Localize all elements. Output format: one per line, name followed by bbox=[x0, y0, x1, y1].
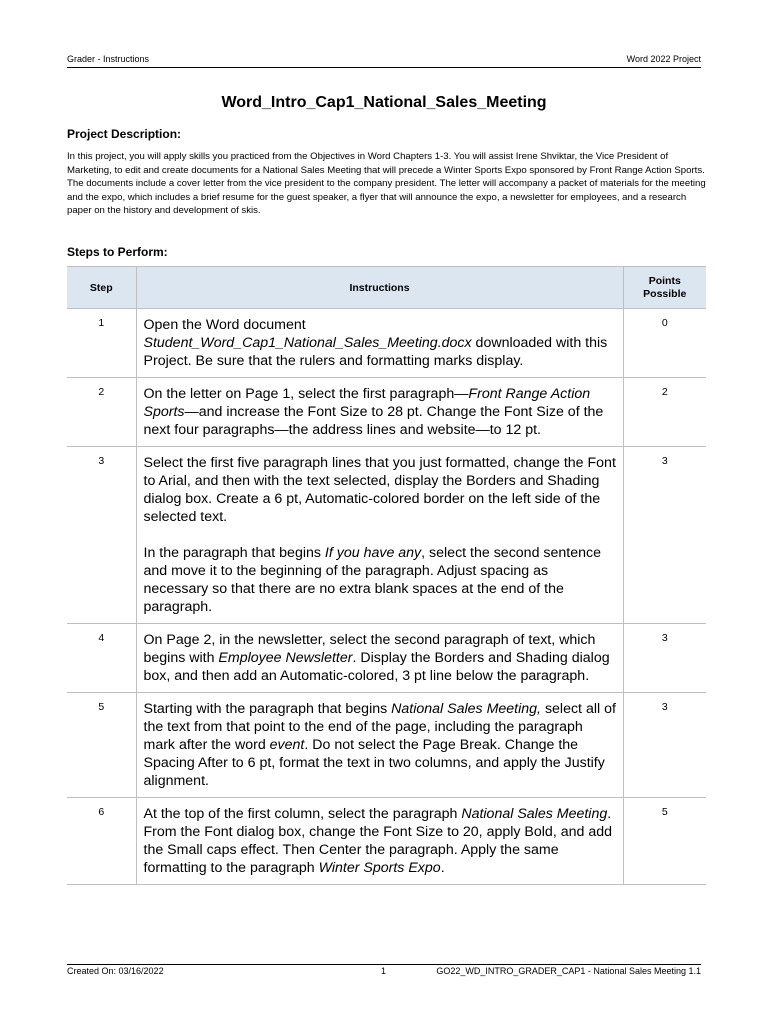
instruction-text: In the paragraph that begins bbox=[143, 545, 325, 561]
instruction-italic-text: National Sales Meeting bbox=[461, 806, 608, 822]
step-points: 3 bbox=[623, 624, 706, 693]
step-number: 4 bbox=[67, 624, 136, 693]
table-row bbox=[67, 309, 706, 378]
step-number: 2 bbox=[67, 378, 136, 447]
document-title: Word_Intro_Cap1_National_Sales_Meeting bbox=[221, 94, 547, 111]
table-row bbox=[67, 798, 706, 885]
instruction-paragraph bbox=[144, 544, 617, 616]
instruction-italic-text: Employee Newsletter bbox=[218, 650, 353, 666]
instruction-text: . From the Font dialog box, change the Font Size to 20, apply Bold, and add the Small caps effect. Then Center the paragraph. Apply the same formatting to the paragraph bbox=[143, 806, 612, 876]
header-left-text: Grader - Instructions bbox=[67, 54, 150, 64]
instructions-column-header: Instructions bbox=[136, 267, 623, 309]
instruction-italic-text: event bbox=[269, 737, 305, 753]
instruction-text: At the top of the first column, select the paragraph bbox=[143, 806, 462, 822]
instruction-text: —and increase the Font Size to 28 pt. Change the Font Size of the next four paragraphs—the address lines and website—to 12 pt. bbox=[143, 404, 604, 438]
description-heading: Project Description: bbox=[67, 127, 182, 141]
table-row bbox=[67, 693, 706, 798]
instruction-italic-text: National Sales Meeting, bbox=[391, 701, 541, 717]
project-description: In this project, you will apply skills you practiced from the Objectives in Word Chapters 1-3. You will assist Irene Shviktar, the Vice President of Marketing, to edit and create documents for a National Sales Meeting that will precede a Winter Sports Expo sponsored by Front Range Action Sports. The documents include a cover letter from the vice president to the company president. The letter will accompany a packet of materials for the meeting and the expo, which includes a brief resume for the guest speaker, a flyer that will announce the expo, a newsletter for employees, and a research paper on the history and development of skis. bbox=[67, 151, 706, 216]
page-header bbox=[67, 53, 701, 68]
instruction-paragraph bbox=[144, 454, 617, 526]
steps-heading: Steps to Perform: bbox=[67, 245, 168, 259]
step-instructions bbox=[136, 309, 623, 378]
instruction-italic-text: Student_Word_Cap1_National_Sales_Meeting.docx bbox=[143, 335, 472, 351]
points-header-label: Points Possible bbox=[643, 274, 687, 300]
instruction-text: . Do not select the Page Break. Change the Spacing After to 6 pt, format the text in two columns, and apply the Justify alignment. bbox=[143, 737, 605, 789]
step-points: 3 bbox=[623, 693, 706, 798]
step-points: 5 bbox=[623, 798, 706, 885]
instruction-text: On Page 2, in the newsletter, select the second paragraph of text, which begins with bbox=[143, 632, 596, 666]
step-instructions bbox=[136, 624, 623, 693]
table-row bbox=[67, 447, 706, 624]
instruction-italic-text: If you have any bbox=[324, 545, 422, 561]
step-instructions bbox=[136, 378, 623, 447]
table-row bbox=[67, 378, 706, 447]
steps-table-body bbox=[67, 309, 706, 885]
instruction-paragraph bbox=[144, 631, 617, 685]
instruction-text: . bbox=[440, 860, 445, 876]
footer-document-id: GO22_WD_INTRO_GRADER_CAP1 - National Sales Meeting 1.1 bbox=[436, 966, 701, 976]
page-footer bbox=[67, 964, 701, 979]
footer-page-number: 1 bbox=[381, 966, 387, 976]
steps-table bbox=[67, 266, 706, 885]
instruction-paragraph bbox=[144, 700, 617, 790]
instruction-text: select all of the text from that point to the end of the page, including the paragraph mark after the word bbox=[143, 701, 616, 753]
points-column-header bbox=[623, 267, 706, 309]
instruction-paragraph bbox=[144, 316, 617, 370]
step-number: 1 bbox=[67, 309, 136, 378]
step-number: 5 bbox=[67, 693, 136, 798]
instruction-italic-text: Front Range Action Sports bbox=[143, 386, 591, 420]
step-instructions bbox=[136, 693, 623, 798]
instruction-text: downloaded with this Project. Be sure that the rulers and formatting marks display. bbox=[143, 335, 608, 369]
instruction-paragraph bbox=[144, 805, 617, 877]
instruction-text: Select the first five paragraph lines that you just formatted, change the Font to Arial, and then with the text selected, display the Borders and Shading dialog box. Create a 6 pt, Automatic-colored border on the left side of the selected text. bbox=[143, 455, 616, 525]
step-points: 0 bbox=[623, 309, 706, 378]
step-column-header: Step bbox=[67, 267, 136, 309]
step-points: 3 bbox=[623, 447, 706, 624]
instruction-paragraph bbox=[144, 385, 617, 439]
instruction-text: . Display the Borders and Shading dialog box, and then add an Automatic-colored, 3 pt line below the paragraph. bbox=[143, 650, 610, 684]
step-number: 6 bbox=[67, 798, 136, 885]
header-right-text: Word 2022 Project bbox=[626, 54, 701, 64]
instruction-italic-text: Winter Sports Expo bbox=[318, 860, 441, 876]
instruction-text: On the letter on Page 1, select the first paragraph— bbox=[143, 386, 469, 402]
footer-created-on: Created On: 03/16/2022 bbox=[67, 966, 164, 976]
step-instructions bbox=[136, 447, 623, 624]
step-number: 3 bbox=[67, 447, 136, 624]
instruction-text: Open the Word document bbox=[143, 317, 306, 333]
instruction-text: Starting with the paragraph that begins bbox=[143, 701, 392, 717]
step-instructions bbox=[136, 798, 623, 885]
table-header-row bbox=[67, 267, 706, 309]
table-row bbox=[67, 624, 706, 693]
step-points: 2 bbox=[623, 378, 706, 447]
instruction-text: , select the second sentence and move it to the beginning of the paragraph. Adjust spacing as necessary so that there are no extra blank spaces at the end of the paragraph. bbox=[143, 545, 601, 615]
